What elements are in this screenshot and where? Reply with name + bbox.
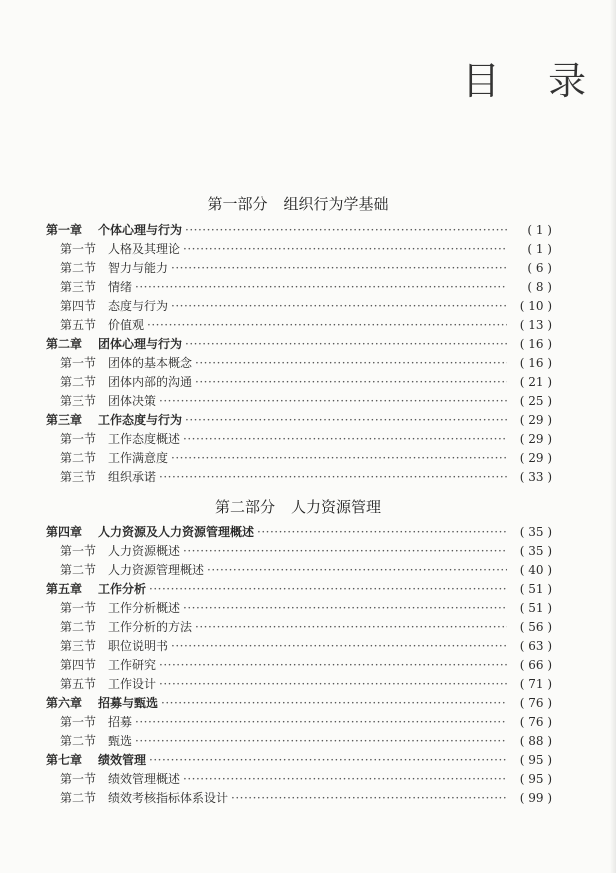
entry-title: 工作分析概述 xyxy=(108,601,181,615)
page-number: ( 33 ) xyxy=(519,470,552,484)
dot-leader xyxy=(195,618,507,637)
page-number: ( 56 ) xyxy=(519,620,552,634)
toc-part-2 xyxy=(46,523,552,808)
entry-title: 工作分析的方法 xyxy=(108,620,193,634)
dot-leader xyxy=(183,770,507,789)
page-number: ( 35 ) xyxy=(519,544,552,558)
toc-section-entry[interactable] xyxy=(46,468,552,487)
entry-title: 工作满意度 xyxy=(108,451,169,465)
entry-number: 第二节 xyxy=(60,451,97,465)
entry-title: 绩效考核指标体系设计 xyxy=(108,791,229,805)
entry-title: 组织承诺 xyxy=(108,470,157,484)
page-edge-shadow xyxy=(610,0,616,873)
entry-title: 绩效管理 xyxy=(98,753,147,767)
page-number: ( 88 ) xyxy=(519,734,552,748)
entry-title: 工作态度概述 xyxy=(108,432,181,446)
entry-number: 第七章 xyxy=(46,753,83,767)
dot-leader xyxy=(149,580,507,599)
entry-number: 第五节 xyxy=(60,677,97,691)
entry-title: 人力资源管理概述 xyxy=(108,563,205,577)
dot-leader xyxy=(257,523,507,542)
dot-leader xyxy=(185,335,507,354)
page-number: ( 16 ) xyxy=(519,337,552,351)
toc-section-entry[interactable] xyxy=(46,449,552,468)
page-number: ( 1 ) xyxy=(527,242,552,256)
entry-title: 工作研究 xyxy=(108,658,157,672)
toc-section-entry[interactable] xyxy=(46,354,552,373)
dot-leader xyxy=(159,675,507,694)
dot-leader xyxy=(231,789,507,808)
page-number: ( 1 ) xyxy=(527,223,552,237)
entry-title: 个体心理与行为 xyxy=(98,223,183,237)
entry-title: 工作分析 xyxy=(98,582,147,596)
entry-number: 第二节 xyxy=(60,261,97,275)
entry-title: 团体心理与行为 xyxy=(98,337,183,351)
entry-number: 第二节 xyxy=(60,375,97,389)
toc-chapter-entry[interactable] xyxy=(46,580,552,599)
page-number: ( 63 ) xyxy=(519,639,552,653)
page-number: ( 29 ) xyxy=(519,432,552,446)
dot-leader xyxy=(135,278,507,297)
entry-number: 第五章 xyxy=(46,582,83,596)
toc-part-1 xyxy=(46,221,552,487)
dot-leader xyxy=(171,449,507,468)
page-number: ( 13 ) xyxy=(519,318,552,332)
toc-section-entry[interactable] xyxy=(46,599,552,618)
toc-section-entry[interactable] xyxy=(46,675,552,694)
dot-leader xyxy=(147,316,507,335)
entry-number: 第一节 xyxy=(60,544,97,558)
page-number: ( 40 ) xyxy=(519,563,552,577)
dot-leader xyxy=(159,656,507,675)
part-number: 第二部分 xyxy=(214,498,275,516)
toc-section-entry[interactable] xyxy=(46,561,552,580)
page-number: ( 16 ) xyxy=(519,356,552,370)
entry-number: 第三章 xyxy=(46,413,83,427)
page-number: ( 6 ) xyxy=(527,261,552,275)
toc-section-entry[interactable] xyxy=(46,789,552,808)
page-number: ( 51 ) xyxy=(519,582,552,596)
page-number: ( 8 ) xyxy=(527,280,552,294)
page-number: ( 99 ) xyxy=(519,791,552,805)
dot-leader xyxy=(183,430,507,449)
part-name: 组织行为学基础 xyxy=(283,195,389,213)
entry-number: 第三节 xyxy=(60,639,97,653)
entry-title: 人力资源概述 xyxy=(108,544,181,558)
dot-leader xyxy=(183,599,507,618)
dot-leader xyxy=(183,240,507,259)
toc-section-entry[interactable] xyxy=(46,732,552,751)
toc-section-entry[interactable] xyxy=(46,656,552,675)
entry-title: 工作态度与行为 xyxy=(98,413,183,427)
entry-number: 第一节 xyxy=(60,772,97,786)
entry-number: 第一节 xyxy=(60,356,97,370)
entry-number: 第一节 xyxy=(60,601,97,615)
dot-leader xyxy=(171,259,507,278)
toc-chapter-entry[interactable] xyxy=(46,221,552,240)
dot-leader xyxy=(171,297,507,316)
toc-section-entry[interactable] xyxy=(46,297,552,316)
dot-leader xyxy=(135,713,507,732)
toc-chapter-entry[interactable] xyxy=(46,411,552,430)
dot-leader xyxy=(195,373,507,392)
entry-number: 第四章 xyxy=(46,525,83,539)
page-number: ( 95 ) xyxy=(519,753,552,767)
entry-title: 工作设计 xyxy=(108,677,157,691)
toc-chapter-entry[interactable] xyxy=(46,335,552,354)
page-number: ( 95 ) xyxy=(519,772,552,786)
dot-leader xyxy=(207,561,507,580)
entry-number: 第四节 xyxy=(60,658,97,672)
toc-section-entry[interactable] xyxy=(46,770,552,789)
toc-section-entry[interactable] xyxy=(46,278,552,297)
page-number: ( 29 ) xyxy=(519,413,552,427)
dot-leader xyxy=(135,732,507,751)
entry-title: 甄选 xyxy=(108,734,133,748)
entry-number: 第三节 xyxy=(60,280,97,294)
dot-leader xyxy=(183,542,507,561)
toc-chapter-entry[interactable] xyxy=(46,523,552,542)
entry-number: 第六章 xyxy=(46,696,83,710)
toc-chapter-entry[interactable] xyxy=(46,751,552,770)
part-name: 人力资源管理 xyxy=(291,498,382,516)
toc-section-entry[interactable] xyxy=(46,618,552,637)
entry-number: 第二章 xyxy=(46,337,83,351)
page-number: ( 71 ) xyxy=(519,677,552,691)
entry-number: 第一节 xyxy=(60,432,97,446)
dot-leader xyxy=(171,637,507,656)
toc-section-entry[interactable] xyxy=(46,430,552,449)
entry-title: 职位说明书 xyxy=(108,639,169,653)
toc-chapter-entry[interactable] xyxy=(46,694,552,713)
toc-section-entry[interactable] xyxy=(46,240,552,259)
dot-leader xyxy=(159,392,507,411)
entry-title: 招募 xyxy=(108,715,133,729)
entry-number: 第二节 xyxy=(60,563,97,577)
toc-section-entry[interactable] xyxy=(46,259,552,278)
page-number: ( 76 ) xyxy=(519,715,552,729)
entry-title: 人力资源及人力资源管理概述 xyxy=(98,525,255,539)
entry-number: 第一节 xyxy=(60,715,97,729)
entry-number: 第一章 xyxy=(46,223,83,237)
page-title: 目 录 xyxy=(462,59,605,103)
entry-number: 第二节 xyxy=(60,620,97,634)
entry-title: 招募与甄选 xyxy=(98,696,159,710)
page-number: ( 10 ) xyxy=(519,299,552,313)
entry-number: 第三节 xyxy=(60,470,97,484)
part-heading-1 xyxy=(0,193,596,214)
entry-number: 第五节 xyxy=(60,318,97,332)
entry-number: 第一节 xyxy=(60,242,97,256)
page-number: ( 51 ) xyxy=(519,601,552,615)
toc-section-entry[interactable] xyxy=(46,392,552,411)
dot-leader xyxy=(185,221,507,240)
page-number: ( 76 ) xyxy=(519,696,552,710)
dot-leader xyxy=(195,354,507,373)
entry-number: 第二节 xyxy=(60,791,97,805)
entry-title: 价值观 xyxy=(108,318,145,332)
entry-title: 情绪 xyxy=(108,280,133,294)
page-number: ( 21 ) xyxy=(519,375,552,389)
toc-section-entry[interactable] xyxy=(46,373,552,392)
page-number: ( 25 ) xyxy=(519,394,552,408)
entry-title: 绩效管理概述 xyxy=(108,772,181,786)
entry-title: 团体的基本概念 xyxy=(108,356,193,370)
toc-section-entry[interactable] xyxy=(46,542,552,561)
toc-section-entry[interactable] xyxy=(46,713,552,732)
page-number: ( 35 ) xyxy=(519,525,552,539)
part-heading-2 xyxy=(0,496,596,517)
dot-leader xyxy=(149,751,507,770)
page-number: ( 66 ) xyxy=(519,658,552,672)
part-number: 第一部分 xyxy=(207,195,268,213)
entry-title: 智力与能力 xyxy=(108,261,169,275)
entry-title: 人格及其理论 xyxy=(108,242,181,256)
entry-title: 团体决策 xyxy=(108,394,157,408)
entry-number: 第三节 xyxy=(60,394,97,408)
toc-section-entry[interactable] xyxy=(46,316,552,335)
entry-title: 团体内部的沟通 xyxy=(108,375,193,389)
dot-leader xyxy=(161,694,507,713)
dot-leader xyxy=(185,411,507,430)
page-number: ( 29 ) xyxy=(519,451,552,465)
entry-title: 态度与行为 xyxy=(108,299,169,313)
dot-leader xyxy=(159,468,507,487)
entry-number: 第四节 xyxy=(60,299,97,313)
toc-section-entry[interactable] xyxy=(46,637,552,656)
entry-number: 第二节 xyxy=(60,734,97,748)
